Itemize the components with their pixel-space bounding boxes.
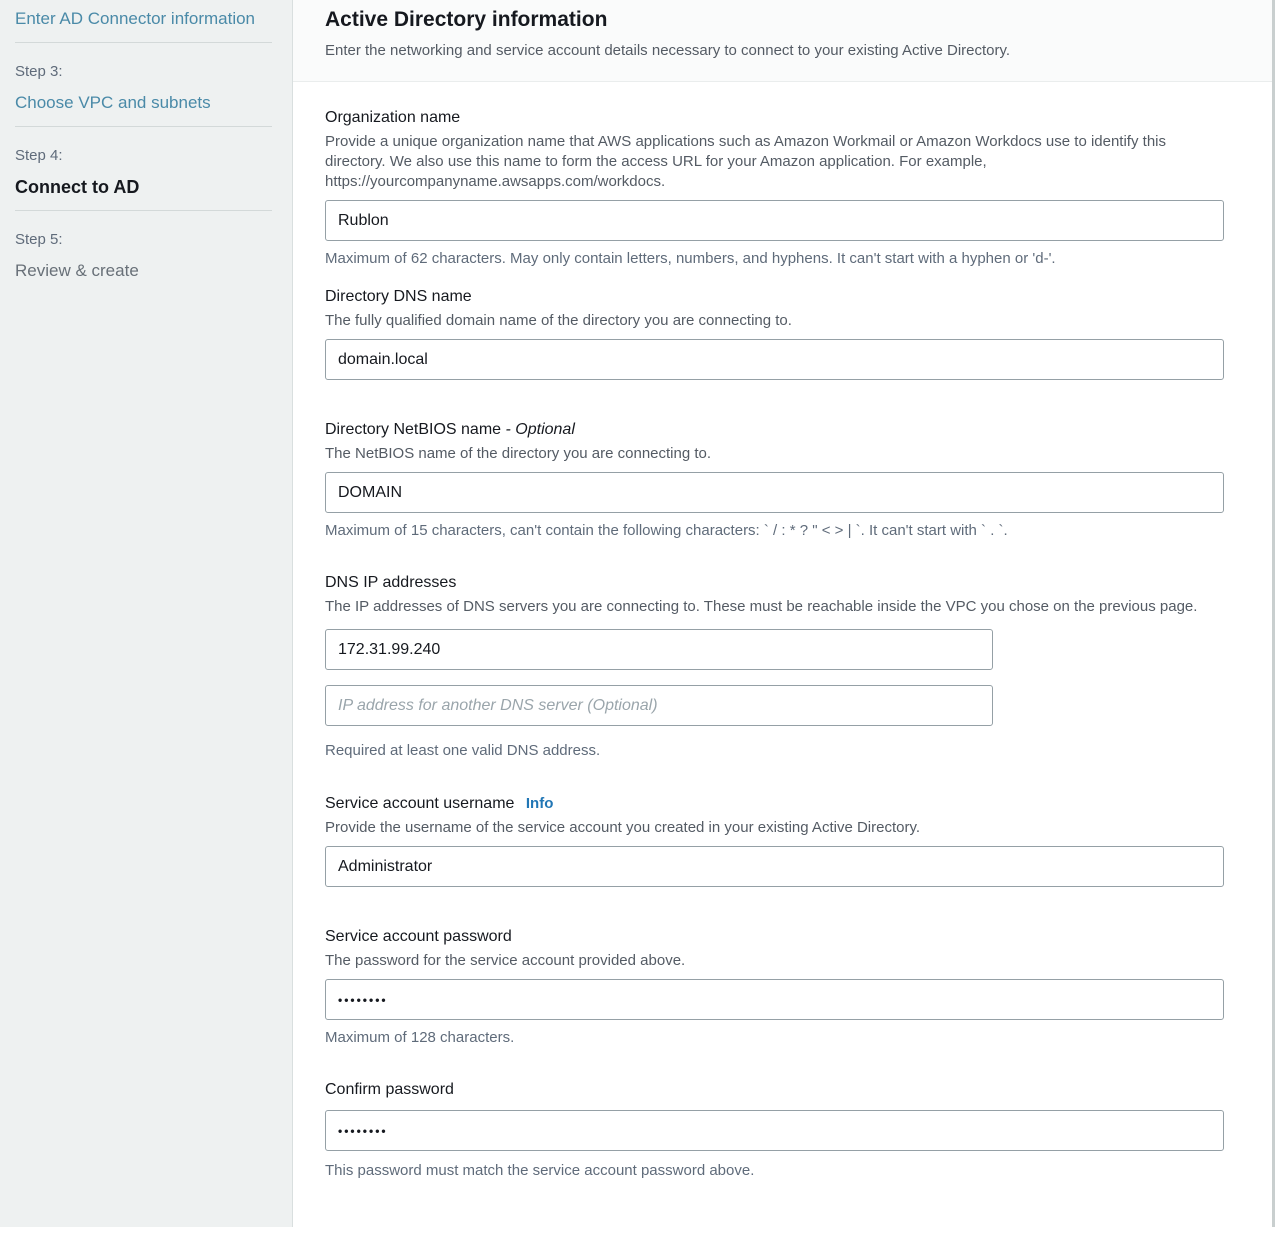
directory-dns-name-label: Directory DNS name xyxy=(325,288,472,305)
service-account-username-description: Provide the username of the service account you created in your existing Active Directory. xyxy=(325,819,921,836)
organization-name-description: Provide a unique organization name that AWS applications such as Amazon Workmail or Amazon Workdocs use to identify this directory. We also use this name to form the access URL for your Amazon application. For example, https://yourcompanyname.awsapps.com/workdocs. xyxy=(325,133,1166,190)
sidebar-step-choose-vpc-and-subnets[interactable]: Choose VPC and subnets xyxy=(15,93,211,112)
sidebar-step-review-and-create: Review & create xyxy=(15,261,139,280)
sidebar-step-enter-ad-connector-information[interactable]: Enter AD Connector information xyxy=(15,9,256,28)
dns-ip-addresses-description: The IP addresses of DNS servers you are connecting to. These must be reachable inside the VPC you chose on the previous page. xyxy=(325,598,1198,615)
service-account-password-input[interactable] xyxy=(325,979,1224,1020)
step-5-label: Step 5: xyxy=(15,231,63,248)
directory-netbios-name-label xyxy=(325,420,1232,440)
organization-name-field xyxy=(325,108,1232,269)
dns-ip-addresses-hint: Required at least one valid DNS address. xyxy=(325,742,601,759)
organization-name-hint: Maximum of 62 characters. May only contain letters, numbers, and hyphens. It can't start with a hyphen or 'd-'. xyxy=(325,250,1056,267)
main-content xyxy=(293,0,1272,1227)
dns-ip-addresses-label: DNS IP addresses xyxy=(325,574,457,591)
service-account-username-input[interactable] xyxy=(325,846,1224,887)
organization-name-label: Organization name xyxy=(325,109,461,126)
page-subtitle: Enter the networking and service account details necessary to connect to your existing Active Directory. xyxy=(325,42,1011,59)
dns-ip-address-1-input[interactable] xyxy=(325,629,993,670)
directory-dns-name-description: The fully qualified domain name of the directory you are connecting to. xyxy=(325,312,792,329)
organization-name-input[interactable] xyxy=(325,200,1224,241)
service-account-password-description: The password for the service account provided above. xyxy=(325,952,686,969)
sidebar-step-group-3 xyxy=(15,43,272,117)
step-4-label: Step 4: xyxy=(15,147,63,164)
service-account-username-label xyxy=(325,794,1232,814)
step-3-label: Step 3: xyxy=(15,63,63,80)
directory-netbios-name-description: The NetBIOS name of the directory you are connecting to. xyxy=(325,445,712,462)
confirm-password-label: Confirm password xyxy=(325,1081,454,1098)
sidebar-step-group-5 xyxy=(15,211,272,285)
directory-dns-name-field xyxy=(325,287,1232,380)
service-account-password-field xyxy=(325,927,1232,1048)
confirm-password-field xyxy=(325,1080,1232,1181)
confirm-password-input[interactable] xyxy=(325,1110,1224,1151)
sidebar-step-group-4 xyxy=(15,127,272,201)
directory-dns-name-input[interactable] xyxy=(325,339,1224,380)
section-header xyxy=(293,0,1272,82)
service-account-password-label: Service account password xyxy=(325,928,512,945)
wizard-steps-sidebar xyxy=(0,0,293,1227)
confirm-password-hint: This password must match the service account password above. xyxy=(325,1162,755,1179)
page-title: Active Directory information xyxy=(325,8,608,31)
service-account-username-label-text: Service account username xyxy=(325,795,515,812)
service-account-username-field xyxy=(325,794,1232,887)
directory-netbios-name-label-text: Directory NetBIOS name xyxy=(325,421,502,438)
directory-netbios-name-field xyxy=(325,420,1232,541)
directory-netbios-name-input[interactable] xyxy=(325,472,1224,513)
dns-ip-address-2-input[interactable] xyxy=(325,685,993,726)
ad-connector-form xyxy=(293,82,1272,1241)
dns-ip-addresses-field xyxy=(325,573,1232,761)
directory-netbios-name-hint: Maximum of 15 characters, can't contain the following characters: ` / : * ? " < > | `. It can't start with ` . `. xyxy=(325,522,1008,539)
info-link[interactable]: Info xyxy=(525,795,554,812)
optional-suffix: - Optional xyxy=(505,421,575,438)
sidebar-step-connect-to-ad-current: Connect to AD xyxy=(15,177,140,197)
service-account-password-hint: Maximum of 128 characters. xyxy=(325,1029,515,1046)
